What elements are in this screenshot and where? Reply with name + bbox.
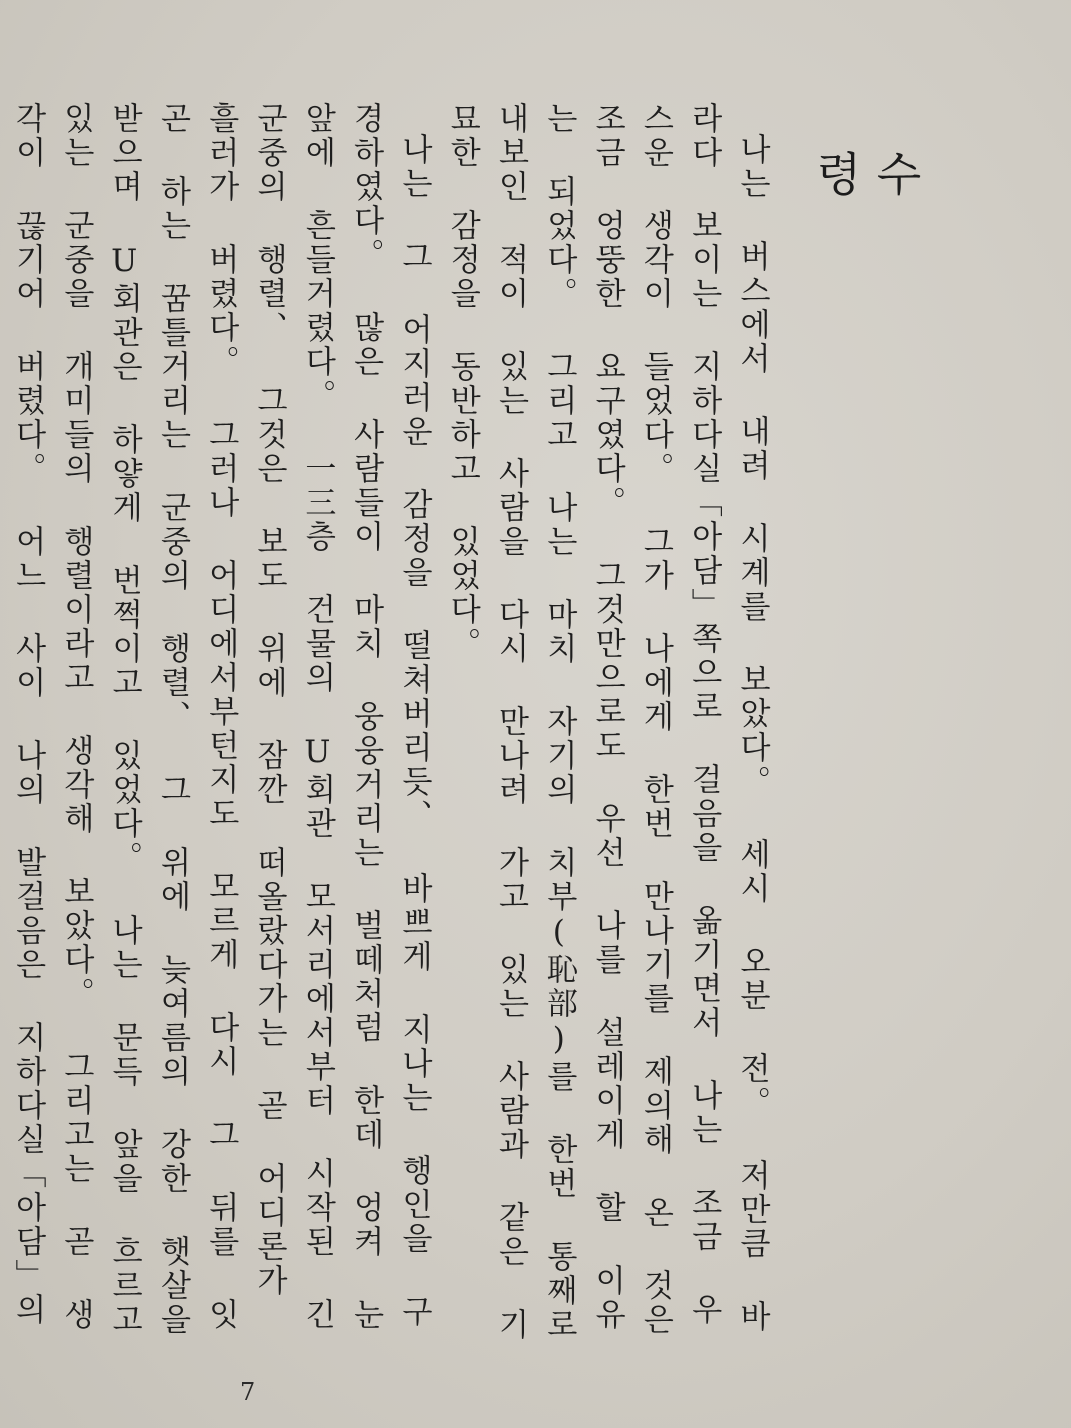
paragraph: 나는 그 어지러운 감정을 떨쳐버리듯、 바쁘게 지나는 행인을 구경하였다。 많은 사람들이 마치 웅웅거리는 벌떼처럼 한데 엉켜 눈앞에 흔들거렸다。 一三층 건물의 U회관 모서리에서부터 시작된 긴 군중의 행렬、 그것은 보도 위에 잠깐 떠올랐다가는 곧 어디론가 흘러가 버렸다。 그러나 어디에서부턴지도 모르게 다시 그 뒤를 잇곤 하는 꿈틀거리는 군중의 행렬、 그 위에 늦여름의 강한 햇살을 받으며 U회관은 하얗게 번쩍이고 있었다。 나는 문득 앞을 흐르고 있는 군중을 개미들의 행렬이라고 생각해 보았다。 그리고는 곧 생각이 끊기어 버렸다。 어느 사이 나의 발걸음은 지하다실「아담」의 (9, 102, 432, 1337)
page-number: 7 (240, 1378, 256, 1406)
body-text (9, 102, 776, 1342)
chapter-title: 수 령 (809, 150, 923, 274)
paragraph: 나는 버스에서 내려 시계를 보았다。 세시 오분 전。 저만큼 바라다 보이는 지하다실「아담」쪽으로 걸음을 옮기면서 나는 조금 우스운 생각이 들었다。 그가 나에게 한번 만나기를 제의해 온 것은 조금 엉뚱한 요구였다。 그것만으로도 우선 나를 설레이게 할 이유는 되었다。 그리고 나는 마치 자기의 치부(恥部)를 한번 통째로 내보인 적이 있는 사람을 다시 만나려 가고 있는 사람과 같은 기묘한 감정을 동반하고 있었다。 (444, 102, 770, 1342)
